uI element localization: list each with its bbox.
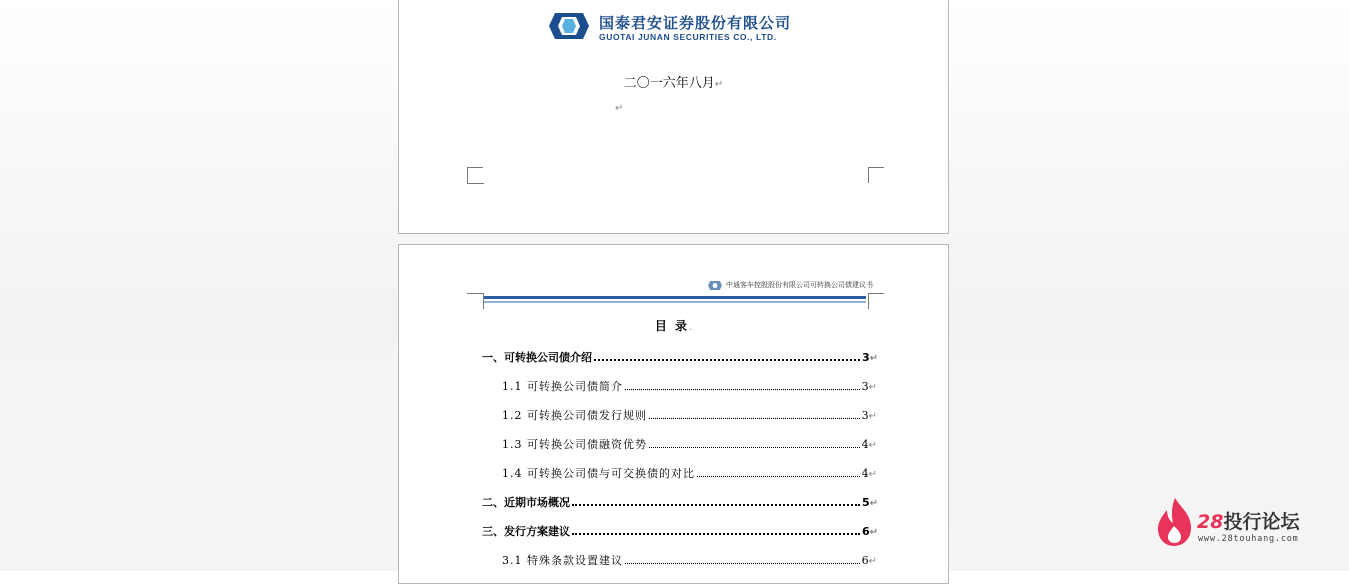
- toc-entry-text: 三、发行方案建议: [482, 525, 570, 538]
- crop-mark: [868, 167, 884, 184]
- toc-page-number: 6: [861, 554, 869, 567]
- document-date: [399, 72, 948, 91]
- toc-entry[interactable]: [502, 407, 878, 423]
- toc-title-text: 目 录: [654, 319, 689, 333]
- watermark-name: 投行论坛: [1223, 511, 1300, 533]
- emblem-icon: [708, 281, 722, 290]
- toc-page-number: 5: [861, 496, 870, 509]
- toc-page-number: 3: [861, 351, 870, 364]
- crop-mark: [467, 167, 483, 168]
- toc-entry[interactable]: [502, 436, 878, 452]
- document-page-cover: [398, 0, 949, 234]
- paragraph-mark: ↵: [868, 382, 878, 393]
- company-name-en: GUOTAI JUNAN SECURITIES CO., LTD.: [599, 32, 777, 42]
- toc-entry-text: 1.3 可转换公司债融资优势: [502, 438, 647, 451]
- paragraph-mark: ↵: [869, 527, 878, 538]
- watermark-number: 28: [1197, 511, 1224, 533]
- paragraph-mark: ↵: [714, 79, 724, 90]
- document-date-text: 二〇一六年八月: [623, 76, 715, 91]
- toc-leader: [572, 533, 860, 535]
- toc-entry-text: 一、可转换公司债介绍: [482, 351, 592, 364]
- paragraph-mark: ↵: [868, 556, 878, 567]
- watermark-title: [1197, 507, 1299, 534]
- header-rule: [484, 296, 866, 299]
- toc-entry-text: 二、近期市场概况: [482, 496, 570, 509]
- toc-entry[interactable]: [502, 552, 878, 568]
- toc-leader: [625, 563, 860, 564]
- toc-leader: [572, 504, 860, 506]
- toc-page-number: 3: [861, 409, 869, 422]
- toc-entry-text: 3.1 特殊条款设置建议: [502, 554, 623, 567]
- guotai-junan-emblem-icon: [549, 13, 589, 39]
- site-watermark: [1155, 496, 1325, 548]
- paragraph-mark: ↵: [868, 440, 878, 451]
- header-rule: [484, 301, 866, 303]
- watermark-url: www.28touhang.com: [1198, 534, 1299, 544]
- paragraph-mark: ↵: [615, 103, 624, 114]
- crop-mark: [868, 167, 869, 183]
- toc-page-number: 6: [861, 525, 870, 538]
- toc-page-number: 3: [861, 380, 869, 393]
- toc-entry[interactable]: [482, 349, 878, 365]
- paragraph-mark: ↵: [869, 498, 878, 509]
- paragraph-mark: ↵: [869, 353, 878, 364]
- toc-page-number: 4: [861, 438, 869, 451]
- document-page-toc: [398, 244, 949, 584]
- toc-leader: [649, 447, 860, 448]
- crop-mark: [467, 293, 483, 294]
- running-header-text: 中通客车控股股份有限公司可转换公司债建议书: [726, 281, 873, 289]
- toc-page-number: 4: [861, 467, 869, 480]
- toc-entry[interactable]: [502, 378, 878, 394]
- toc-entry[interactable]: [502, 465, 878, 481]
- paragraph-mark: ↵: [868, 469, 878, 480]
- toc-leader: [594, 359, 860, 361]
- toc-entry[interactable]: [482, 523, 878, 539]
- crop-mark: [868, 167, 884, 168]
- guotai-junan-logo: [549, 11, 809, 45]
- paragraph-mark: ↵: [868, 411, 878, 422]
- toc-entry-text: 1.4 可转换公司债与可交换债的对比: [502, 467, 695, 480]
- toc-entry[interactable]: [482, 494, 878, 510]
- toc-entry-text: 1.2 可转换公司债发行规则: [502, 409, 647, 422]
- crop-mark: [467, 167, 484, 184]
- crop-mark: [868, 293, 869, 309]
- toc-entry-text: 1.1 可转换公司债简介: [502, 380, 623, 393]
- toc-title: 目 录.: [654, 319, 693, 333]
- company-name-cn: 国泰君安证券股份有限公司: [599, 14, 792, 32]
- running-header: [708, 280, 873, 290]
- toc-leader: [697, 476, 860, 477]
- flame-icon: [1155, 496, 1195, 548]
- toc-leader: [649, 418, 860, 419]
- crop-mark: [868, 293, 884, 294]
- toc-leader: [625, 389, 860, 390]
